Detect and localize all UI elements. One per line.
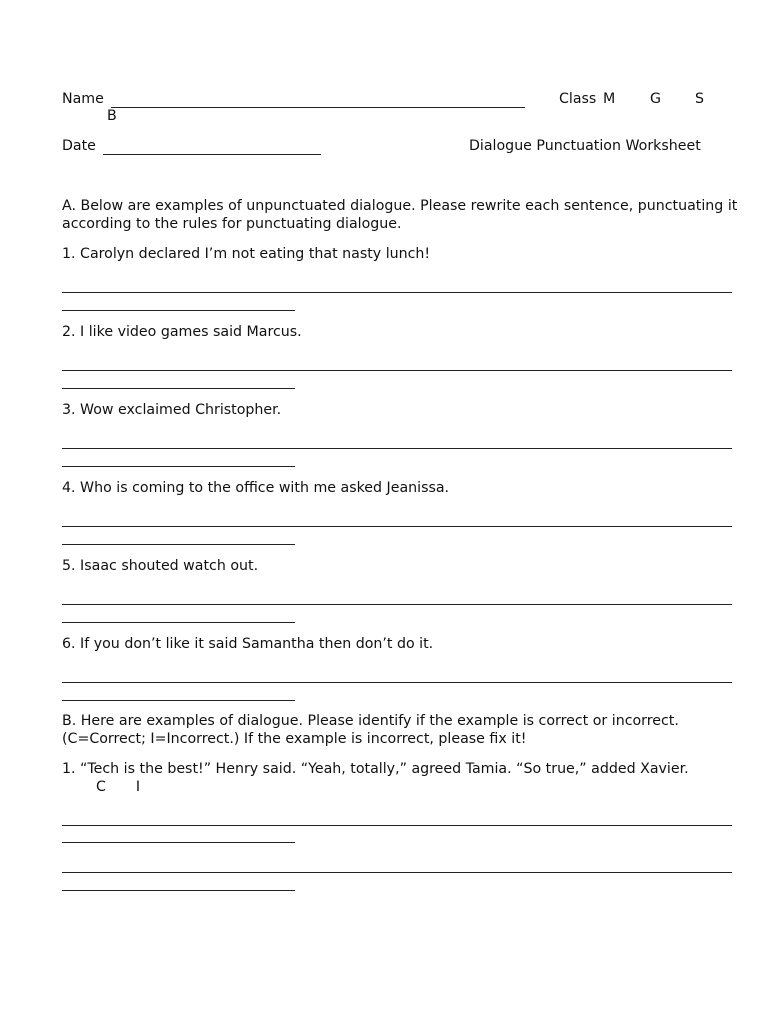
answer-line-long[interactable]	[62, 682, 732, 683]
answer-line-short[interactable]	[62, 466, 295, 467]
section-a-item-5: 5. Isaac shouted watch out.	[62, 558, 259, 574]
section-b-instructions: B. Here are examples of dialogue. Please identify if the example is correct or incorrect. (C=Correct; I=Incorrect.) If the example is incorrect, please fix it!	[62, 713, 679, 747]
date-field-line[interactable]	[103, 154, 321, 155]
answer-line-short[interactable]	[62, 310, 295, 311]
section-a-item-6: 6. If you don’t like it said Samantha then don’t do it.	[62, 636, 434, 652]
answer-line-long[interactable]	[62, 448, 732, 449]
name-label: Name	[62, 91, 104, 107]
class-option-s[interactable]: S	[695, 91, 705, 107]
date-label: Date	[62, 138, 96, 154]
answer-line-long[interactable]	[62, 370, 732, 371]
class-option-m[interactable]: M	[603, 91, 616, 107]
answer-line-long[interactable]	[62, 872, 732, 873]
section-b-item-1-text: 1. “Tech is the best!” Henry said. “Yeah, totally,” agreed Tamia. “So true,” added Xavier.	[62, 761, 689, 777]
name-field-line[interactable]	[111, 107, 525, 108]
answer-line-short[interactable]	[62, 388, 295, 389]
class-option-b[interactable]: B	[107, 108, 117, 124]
section-b-item-1	[62, 761, 722, 796]
section-a-item-4: 4. Who is coming to the office with me asked Jeanissa.	[62, 480, 450, 496]
choice-i[interactable]: I	[135, 778, 141, 795]
section-a-item-1: 1. Carolyn declared I’m not eating that nasty lunch!	[62, 246, 431, 262]
answer-line-long[interactable]	[62, 526, 732, 527]
class-label: Class	[559, 91, 597, 107]
answer-line-short[interactable]	[62, 622, 295, 623]
answer-line-long[interactable]	[62, 825, 732, 826]
answer-line-short[interactable]	[62, 890, 295, 891]
choice-c[interactable]: C	[96, 778, 106, 795]
answer-line-long[interactable]	[62, 604, 732, 605]
section-a-item-2: 2. I like video games said Marcus.	[62, 324, 302, 340]
section-a-instructions: A. Below are examples of unpunctuated dialogue. Please rewrite each sentence, punctuating it according to the rules for punctuating dialogue.	[62, 198, 738, 232]
answer-line-short[interactable]	[62, 700, 295, 701]
answer-line-long[interactable]	[62, 292, 732, 293]
worksheet-title: Dialogue Punctuation Worksheet	[469, 138, 701, 154]
answer-line-short[interactable]	[62, 842, 295, 843]
answer-line-short[interactable]	[62, 544, 295, 545]
class-option-g[interactable]: G	[650, 91, 661, 107]
section-a-item-3: 3. Wow exclaimed Christopher.	[62, 402, 282, 418]
